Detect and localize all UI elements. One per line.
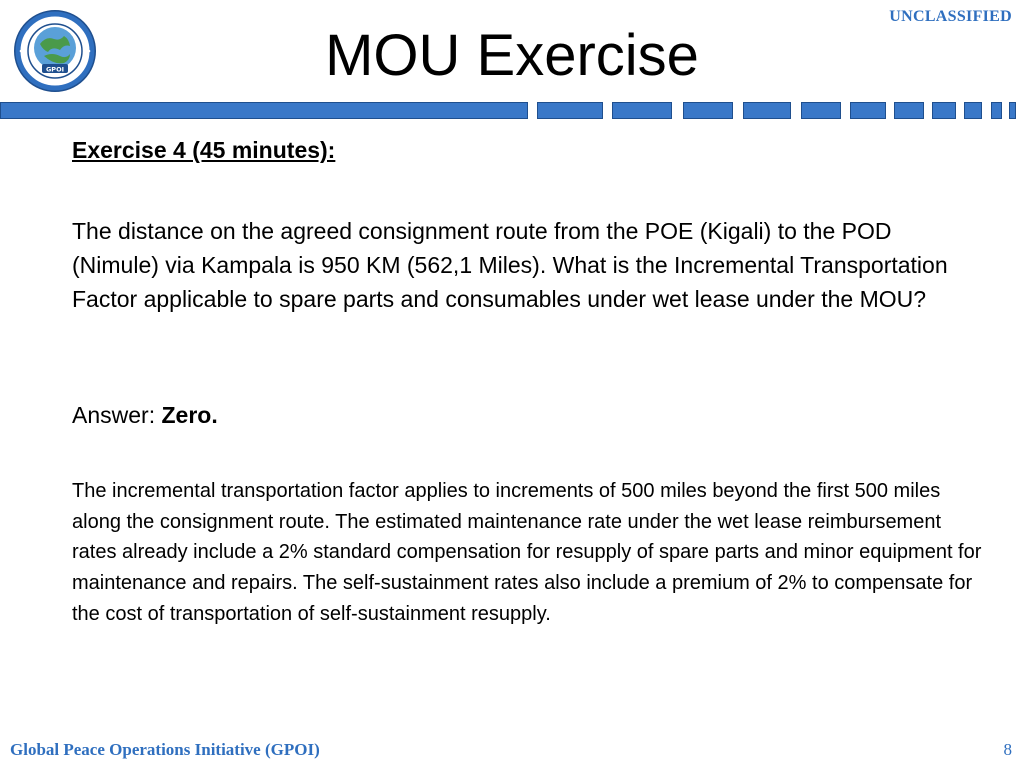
answer-label: Answer:: [72, 402, 156, 428]
svg-text:GPOI: GPOI: [45, 65, 65, 74]
classification-banner: UNCLASSIFIED: [889, 8, 1012, 25]
exercise-question: The distance on the agreed consignment route from the POE (Kigali) to the POD (Nimule) via Kampala is 950 KM (562,1 Miles). What is the Incremental Transportation Factor applicable to spare parts and consumables under wet lease under the MOU?: [72, 218, 948, 312]
page-title: MOU Exercise: [325, 23, 699, 88]
header-divider: [0, 100, 1024, 122]
answer-explanation: The incremental transportation factor applies to increments of 500 miles beyond the first 500 miles along the consignment route. The estimated maintenance rate under the wet lease reimbursement rates already include a 2% standard compensation for resupply of spare parts and minor equipment for maintenance and repairs. The self-sustainment rates also include a premium of 2% to compensate for the cost of transportation of self-sustainment resupply.: [72, 480, 982, 625]
answer-line: [72, 398, 218, 432]
exercise-heading: Exercise 4 (45 minutes):: [72, 137, 336, 163]
page-number: 8: [1003, 740, 1012, 759]
slide-body: [72, 132, 982, 625]
answer-value: Zero.: [161, 402, 218, 428]
footer-organization: Global Peace Operations Initiative (GPOI): [10, 740, 320, 759]
